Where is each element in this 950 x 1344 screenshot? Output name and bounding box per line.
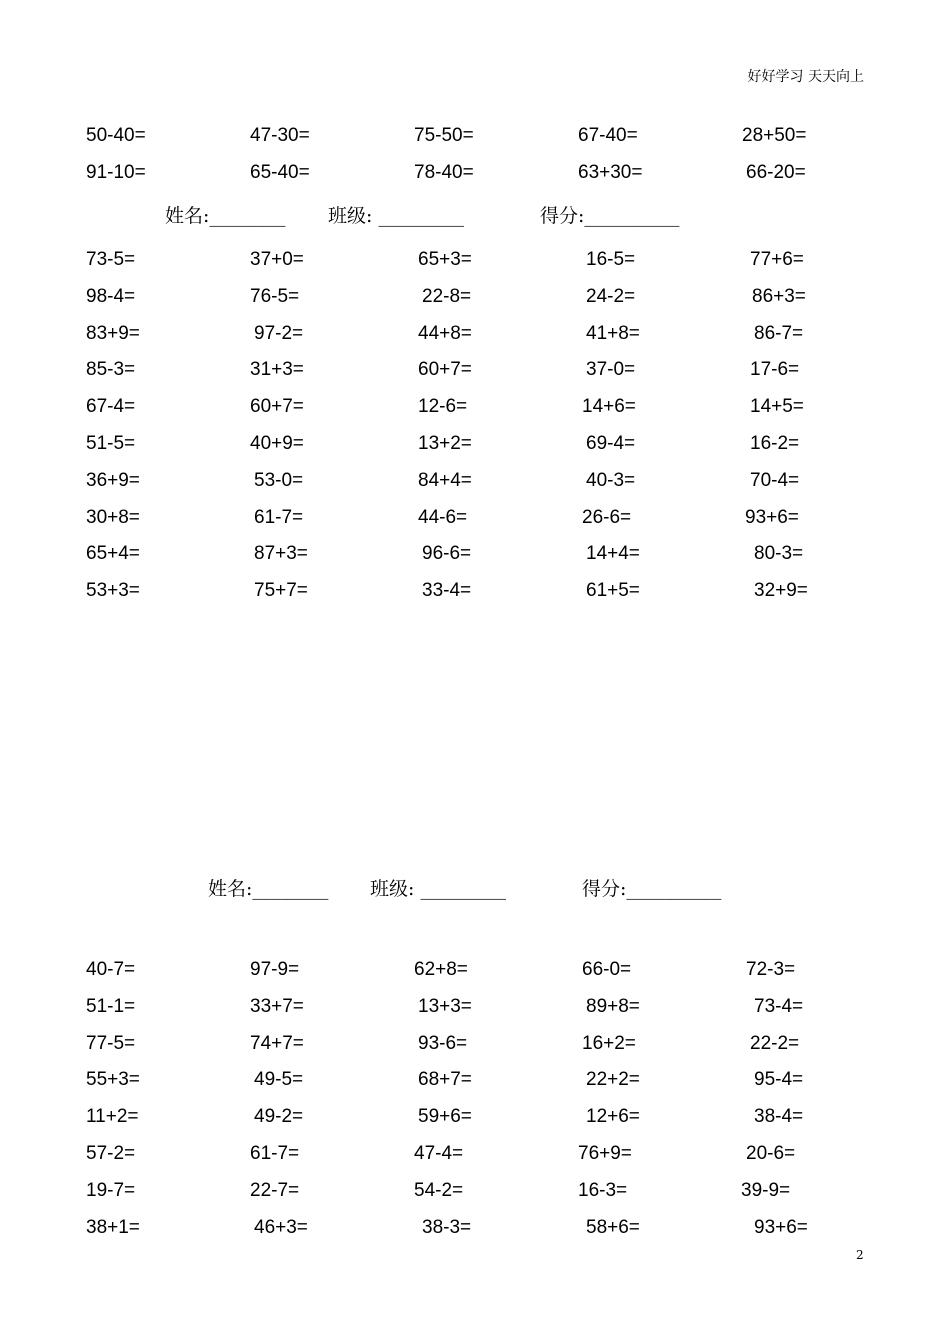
arithmetic-problem: 72-3= <box>746 959 796 980</box>
problem-row <box>0 125 950 153</box>
arithmetic-problem: 36+9= <box>86 469 140 491</box>
problem-row <box>0 323 950 351</box>
arithmetic-problem: 22-2= <box>750 1032 800 1054</box>
arithmetic-problem: 83+9= <box>86 322 140 344</box>
problem-row <box>0 1069 950 1097</box>
arithmetic-problem: 38-3= <box>422 1216 472 1238</box>
arithmetic-problem: 80-3= <box>754 543 804 565</box>
arithmetic-problem: 73-5= <box>86 249 136 270</box>
arithmetic-problem: 63+30= <box>578 162 643 183</box>
problem-row <box>0 1180 950 1208</box>
arithmetic-problem: 76+9= <box>578 1143 632 1164</box>
problem-row <box>0 162 950 190</box>
score-field-label: 得分:__________ <box>582 878 722 900</box>
arithmetic-problem: 13+3= <box>418 995 472 1017</box>
arithmetic-problem: 38+1= <box>86 1216 140 1238</box>
arithmetic-problem: 12+6= <box>586 1106 640 1128</box>
arithmetic-problem: 28+50= <box>742 125 807 146</box>
arithmetic-problem: 16-5= <box>586 249 636 270</box>
arithmetic-problem: 37+0= <box>250 249 304 270</box>
problem-row <box>0 433 950 461</box>
arithmetic-problem: 40-7= <box>86 959 136 980</box>
score-field-label: 得分:__________ <box>540 205 680 227</box>
arithmetic-problem: 33-4= <box>422 580 472 602</box>
arithmetic-problem: 54-2= <box>414 1179 464 1201</box>
arithmetic-problem: 44-6= <box>418 506 468 528</box>
arithmetic-problem: 66-0= <box>582 959 632 980</box>
arithmetic-problem: 50-40= <box>86 125 146 146</box>
arithmetic-problem: 93+6= <box>745 506 799 528</box>
arithmetic-problem: 16+2= <box>582 1032 636 1054</box>
arithmetic-problem: 40+9= <box>250 433 304 454</box>
arithmetic-problem: 61-7= <box>250 1143 300 1164</box>
arithmetic-problem: 61+5= <box>586 580 640 602</box>
arithmetic-problem: 74+7= <box>250 1032 304 1054</box>
arithmetic-problem: 59+6= <box>418 1106 472 1128</box>
arithmetic-problem: 93+6= <box>754 1216 808 1238</box>
arithmetic-problem: 75+7= <box>254 580 308 602</box>
arithmetic-problem: 77+6= <box>750 249 804 270</box>
arithmetic-problem: 69-4= <box>586 433 636 454</box>
problem-row <box>0 507 950 535</box>
arithmetic-problem: 14+6= <box>582 396 636 418</box>
arithmetic-problem: 53-0= <box>254 469 304 491</box>
arithmetic-problem: 86-7= <box>754 322 804 344</box>
arithmetic-problem: 95-4= <box>754 1069 804 1091</box>
arithmetic-problem: 65+4= <box>86 543 140 565</box>
arithmetic-problem: 85-3= <box>86 359 136 381</box>
arithmetic-problem: 33+7= <box>250 995 304 1017</box>
problem-row <box>0 959 950 987</box>
page-number: 2 <box>856 1248 864 1262</box>
arithmetic-problem: 86+3= <box>752 285 806 307</box>
arithmetic-problem: 49-2= <box>254 1106 304 1128</box>
name-field-label: 姓名:________ <box>208 878 329 900</box>
arithmetic-problem: 57-2= <box>86 1143 136 1164</box>
arithmetic-problem: 65+3= <box>418 249 472 270</box>
arithmetic-problem: 76-5= <box>250 285 300 307</box>
arithmetic-problem: 13+2= <box>418 433 472 454</box>
arithmetic-problem: 19-7= <box>86 1179 136 1201</box>
arithmetic-problem: 38-4= <box>754 1106 804 1128</box>
arithmetic-problem: 89+8= <box>586 995 640 1017</box>
arithmetic-problem: 98-4= <box>86 285 136 307</box>
page-header: 好好学习 天天向上 <box>747 69 864 85</box>
arithmetic-problem: 73-4= <box>754 995 804 1017</box>
arithmetic-problem: 66-20= <box>746 162 806 183</box>
problem-row <box>0 1143 950 1171</box>
problem-row <box>0 470 950 498</box>
problem-row <box>0 1106 950 1134</box>
arithmetic-problem: 14+5= <box>750 396 804 418</box>
arithmetic-problem: 87+3= <box>254 543 308 565</box>
arithmetic-problem: 37-0= <box>586 359 636 381</box>
arithmetic-problem: 60+7= <box>250 396 304 418</box>
arithmetic-problem: 44+8= <box>418 322 472 344</box>
problem-row <box>0 359 950 387</box>
arithmetic-problem: 77-5= <box>86 1032 136 1054</box>
arithmetic-problem: 51-1= <box>86 995 136 1017</box>
arithmetic-problem: 51-5= <box>86 433 136 454</box>
arithmetic-problem: 26-6= <box>582 506 632 528</box>
arithmetic-problem: 55+3= <box>86 1069 140 1091</box>
class-field-label: 班级: _________ <box>328 205 464 227</box>
arithmetic-problem: 24-2= <box>586 285 636 307</box>
arithmetic-problem: 78-40= <box>414 162 474 183</box>
arithmetic-problem: 47-30= <box>250 125 310 146</box>
arithmetic-problem: 22-7= <box>250 1179 300 1201</box>
arithmetic-problem: 22+2= <box>586 1069 640 1091</box>
arithmetic-problem: 16-2= <box>750 433 800 454</box>
arithmetic-problem: 91-10= <box>86 162 146 183</box>
problem-row <box>0 396 950 424</box>
problem-row <box>0 249 950 277</box>
name-field-label: 姓名:________ <box>165 205 286 227</box>
problem-row <box>0 1033 950 1061</box>
arithmetic-problem: 41+8= <box>586 322 640 344</box>
arithmetic-problem: 68+7= <box>418 1069 472 1091</box>
arithmetic-problem: 30+8= <box>86 506 140 528</box>
arithmetic-problem: 65-40= <box>250 162 310 183</box>
arithmetic-problem: 47-4= <box>414 1143 464 1164</box>
problem-row <box>0 1217 950 1245</box>
class-field-label: 班级: _________ <box>370 878 506 900</box>
problem-row <box>0 996 950 1024</box>
arithmetic-problem: 67-40= <box>578 125 638 146</box>
problem-row <box>0 580 950 608</box>
arithmetic-problem: 67-4= <box>86 396 136 418</box>
arithmetic-problem: 46+3= <box>254 1216 308 1238</box>
arithmetic-problem: 11+2= <box>86 1106 139 1128</box>
arithmetic-problem: 97-9= <box>250 959 300 980</box>
arithmetic-problem: 32+9= <box>754 580 808 602</box>
arithmetic-problem: 31+3= <box>250 359 304 381</box>
arithmetic-problem: 75-50= <box>414 125 474 146</box>
problem-row <box>0 286 950 314</box>
arithmetic-problem: 39-9= <box>741 1179 791 1201</box>
arithmetic-problem: 12-6= <box>418 396 468 418</box>
arithmetic-problem: 84+4= <box>418 469 472 491</box>
arithmetic-problem: 61-7= <box>254 506 304 528</box>
arithmetic-problem: 62+8= <box>414 959 468 980</box>
arithmetic-problem: 97-2= <box>254 322 304 344</box>
arithmetic-problem: 17-6= <box>750 359 800 381</box>
arithmetic-problem: 14+4= <box>586 543 640 565</box>
arithmetic-problem: 60+7= <box>418 359 472 381</box>
arithmetic-problem: 93-6= <box>418 1032 468 1054</box>
arithmetic-problem: 16-3= <box>578 1179 628 1201</box>
arithmetic-problem: 58+6= <box>586 1216 640 1238</box>
arithmetic-problem: 70-4= <box>750 469 800 491</box>
arithmetic-problem: 96-6= <box>422 543 472 565</box>
arithmetic-problem: 20-6= <box>746 1143 796 1164</box>
arithmetic-problem: 49-5= <box>254 1069 304 1091</box>
problem-row <box>0 543 950 571</box>
arithmetic-problem: 22-8= <box>422 285 472 307</box>
arithmetic-problem: 53+3= <box>86 580 140 602</box>
arithmetic-problem: 40-3= <box>586 469 636 491</box>
